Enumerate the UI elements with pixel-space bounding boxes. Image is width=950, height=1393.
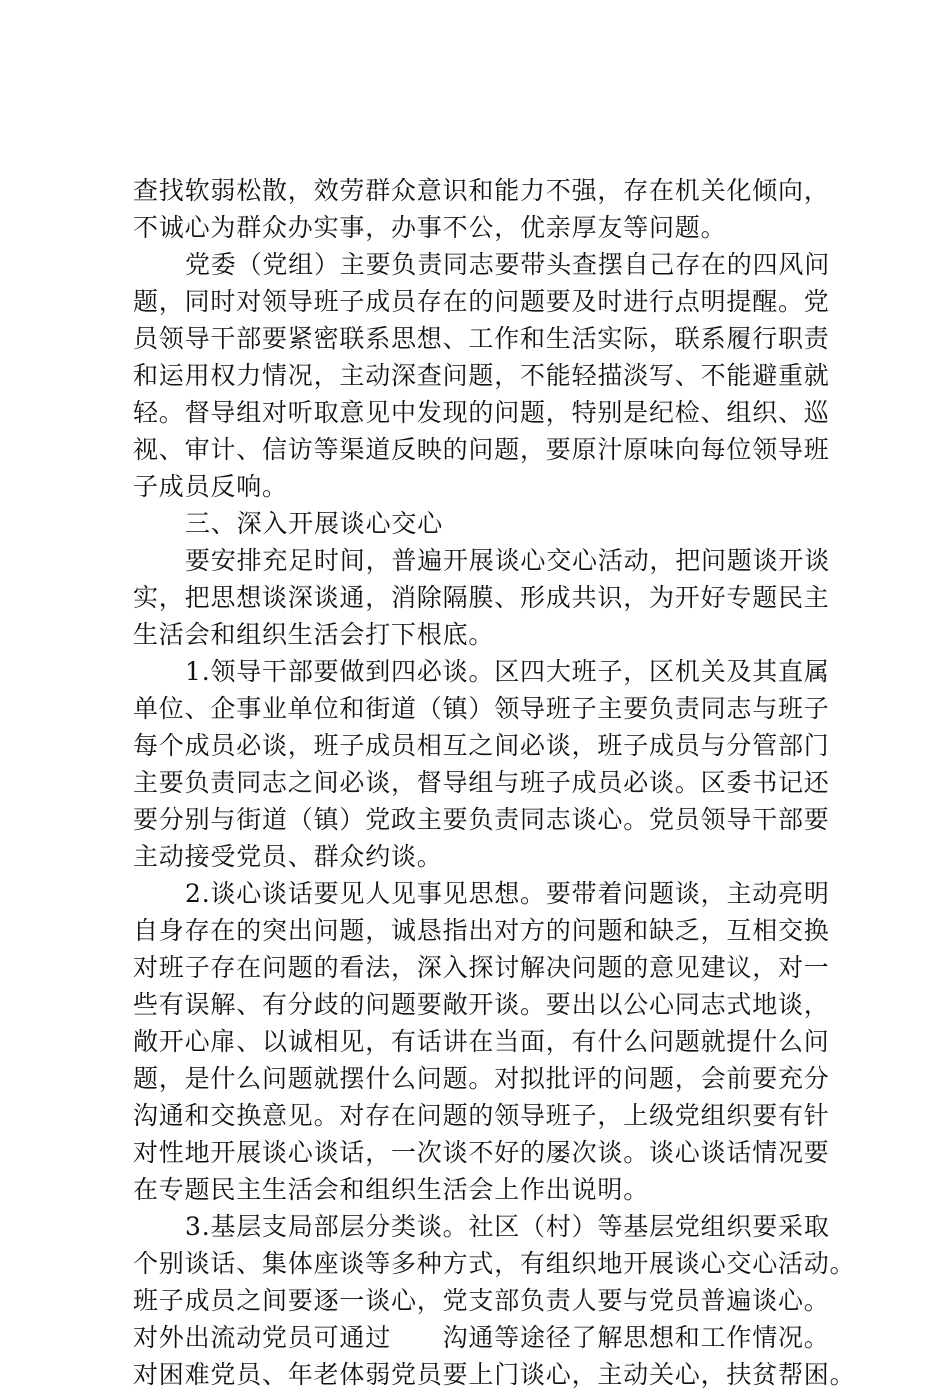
text-line: 生活会和组织生活会打下根底。 (133, 620, 495, 649)
text-line: 党委（党组）主要负责同志要带头查摆自己存在的四风问 (185, 250, 831, 279)
text-line: 1.领导干部要做到四必谈。区四大班子，区机关及其直属 (185, 657, 830, 686)
text-line: 子成员反响。 (133, 472, 288, 501)
text-line: 要分别与街道（镇）党政主要负责同志谈心。党员领导干部要 (133, 805, 830, 834)
text-line: 对困难党员、年老体弱党员要上门谈心，主动关心，扶贫帮困。 (133, 1360, 856, 1389)
text-line: 个别谈话、集体座谈等多种方式，有组织地开展谈心交心活动。 (133, 1249, 856, 1278)
text-line: 些有误解、有分歧的问题要敞开谈。要出以公心同志式地谈， (133, 990, 830, 1019)
text-line: 敞开心扉、以诚相见，有话讲在当面，有什么问题就提什么问 (133, 1027, 830, 1056)
text-line: 三、深入开展谈心交心 (185, 509, 444, 538)
text-line: 实，把思想谈深谈通，消除隔膜、形成共识，为开好专题民主 (133, 583, 830, 612)
text-line: 对外出流动党员可通过 沟通等途径了解思想和工作情况。 (133, 1323, 830, 1352)
text-line: 主要负责同志之间必谈，督导组与班子成员必谈。区委书记还 (133, 768, 830, 797)
text-line: 题，是什么问题就摆什么问题。对拟批评的问题，会前要充分 (133, 1064, 830, 1093)
text-line: 沟通和交换意见。对存在问题的领导班子，上级党组织要有针 (133, 1101, 830, 1130)
text-line: 查找软弱松散，效劳群众意识和能力不强，存在机关化倾向， (133, 176, 830, 205)
text-line: 单位、企事业单位和街道（镇）领导班子主要负责同志与班子 (133, 694, 830, 723)
text-line: 轻。督导组对听取意见中发现的问题，特别是纪检、组织、巡 (133, 398, 830, 427)
text-line: 和运用权力情况，主动深查问题，不能轻描淡写、不能避重就 (133, 361, 830, 390)
text-line: 班子成员之间要逐一谈心，党支部负责人要与党员普遍谈心。 (133, 1286, 830, 1315)
document-body (133, 172, 856, 1393)
text-line: 2.谈心谈话要见人见事见思想。要带着问题谈，主动亮明 (185, 879, 830, 908)
text-line: 3.基层支局部层分类谈。社区（村）等基层党组织要采取 (185, 1212, 830, 1241)
text-line: 自身存在的突出问题，诚恳指出对方的问题和缺乏，互相交换 (133, 916, 830, 945)
text-line: 对性地开展谈心谈话，一次谈不好的屡次谈。谈心谈话情况要 (133, 1138, 830, 1167)
text-line: 员领导干部要紧密联系思想、工作和生活实际，联系履行职责 (133, 324, 830, 353)
text-line: 对班子存在问题的看法，深入探讨解决问题的意见建议，对一 (133, 953, 830, 982)
text-line: 每个成员必谈，班子成员相互之间必谈，班子成员与分管部门 (133, 731, 830, 760)
text-line: 不诚心为群众办实事，办事不公，优亲厚友等问题。 (133, 213, 727, 242)
text-line: 要安排充足时间，普遍开展谈心交心活动，把问题谈开谈 (185, 546, 831, 575)
text-line: 在专题民主生活会和组织生活会上作出说明。 (133, 1175, 650, 1204)
text-line: 视、审计、信访等渠道反映的问题，要原汁原味向每位领导班 (133, 435, 830, 464)
text-line: 主动接受党员、群众约谈。 (133, 842, 443, 871)
text-line: 题，同时对领导班子成员存在的问题要及时进行点明提醒。党 (133, 287, 830, 316)
